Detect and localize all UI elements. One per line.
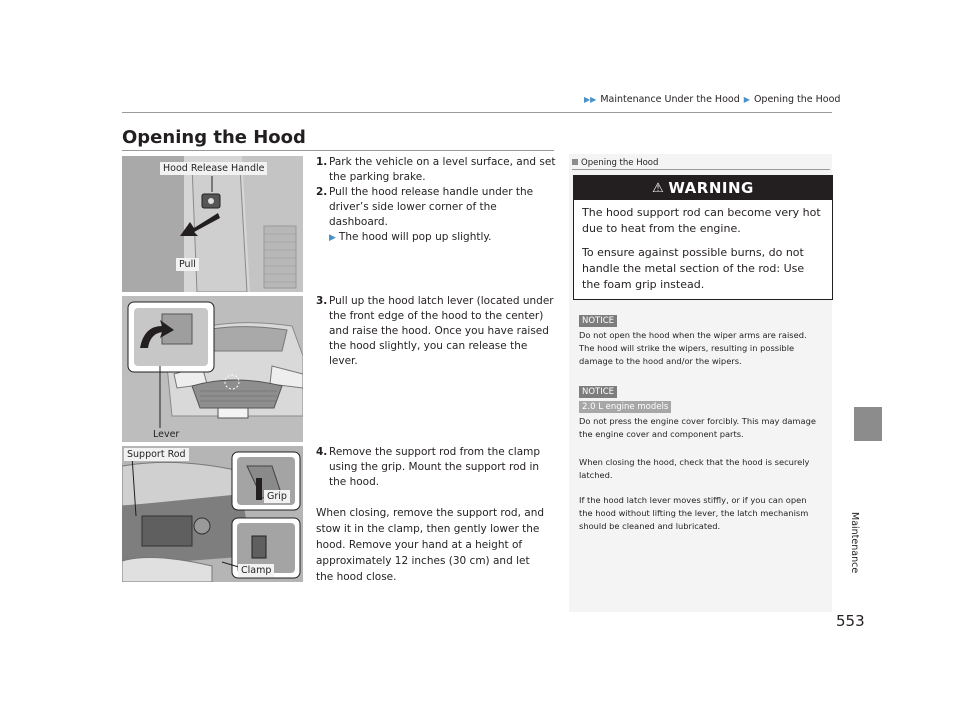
page-title: Opening the Hood bbox=[122, 127, 306, 148]
notice-badge: NOTICE bbox=[579, 386, 617, 398]
page-number: 553 bbox=[836, 612, 865, 630]
step-result-text: The hood will pop up slightly. bbox=[338, 231, 492, 243]
breadcrumb-arrow-icon: ▶▶ bbox=[584, 95, 597, 104]
result-arrow-icon: ▶ bbox=[329, 233, 336, 243]
step-text: Pull up the hood latch lever (located under the front edge of the hood to the center) and raise the hood. Once you have raised the hood slightly, you can release the lever. bbox=[329, 295, 554, 367]
warning-triangle-icon: ⚠ bbox=[652, 180, 665, 196]
support-rod-illustration bbox=[122, 446, 303, 582]
step-text: Park the vehicle on a level surface, and set the parking brake. bbox=[329, 156, 556, 183]
closing-instructions: When closing, remove the support rod, and stow it in the clamp, then gently lower the hood. Remove your hand at a height of approximately 12 inches (30 cm) and let the hood close. bbox=[316, 507, 545, 583]
square-bullet-icon bbox=[572, 159, 578, 165]
step-4 bbox=[316, 445, 548, 490]
figure-label-grip: Grip bbox=[264, 490, 290, 503]
note-lubrication: If the hood latch lever moves stiffly, or if you can open the hood without lifting the lever, the latch mechanism should be cleaned and lubricated. bbox=[579, 495, 809, 531]
note-latch-check: When closing the hood, check that the hood is securely latched. bbox=[579, 457, 810, 480]
step-2-result bbox=[316, 230, 556, 246]
breadcrumb-page[interactable]: Opening the Hood bbox=[753, 94, 841, 105]
step-2 bbox=[316, 185, 556, 230]
sidebar-header bbox=[572, 158, 658, 168]
figure-label-hood-release-handle: Hood Release Handle bbox=[160, 162, 267, 175]
notice-1-text: Do not open the hood when the wiper arms are raised. The hood will strike the wipers, resulting in possible damage to the hood and/or the wipers. bbox=[579, 330, 807, 366]
sidebar-divider bbox=[572, 169, 830, 170]
warning-header bbox=[574, 176, 832, 200]
step-number: 1. bbox=[316, 156, 328, 168]
figure-label-support-rod: Support Rod bbox=[124, 448, 189, 461]
hood-latch-drawing bbox=[122, 296, 303, 442]
step-1 bbox=[316, 155, 556, 185]
steps-4 bbox=[316, 445, 548, 490]
steps-3 bbox=[316, 294, 556, 369]
steps-1-2 bbox=[316, 155, 556, 246]
hood-latch-lever-illustration bbox=[122, 296, 303, 442]
warning-box bbox=[573, 175, 833, 300]
step-number: 4. bbox=[316, 446, 328, 458]
figure-label-lever: Lever bbox=[150, 428, 182, 441]
breadcrumb-section[interactable]: Maintenance Under the Hood bbox=[600, 94, 740, 105]
sidebar-header-text: Opening the Hood bbox=[581, 158, 659, 168]
step-number: 3. bbox=[316, 295, 328, 307]
notice-badge: NOTICE bbox=[579, 315, 617, 327]
support-rod-drawing bbox=[122, 446, 303, 582]
title-divider bbox=[122, 150, 554, 151]
step-text: Remove the support rod from the clamp using the grip. Mount the support rod in the hood. bbox=[329, 446, 541, 488]
warning-line-2: To ensure against possible burns, do not handle the metal section of the rod: Use the foam grip instead. bbox=[582, 246, 805, 291]
warning-body bbox=[574, 200, 832, 293]
step-3 bbox=[316, 294, 556, 369]
hood-release-handle-illustration bbox=[122, 156, 303, 292]
breadcrumb-separator-icon: ▶ bbox=[743, 95, 750, 104]
warning-line-1: The hood support rod can become very hot due to heat from the engine. bbox=[582, 206, 821, 235]
figure-label-clamp: Clamp bbox=[238, 564, 274, 577]
engine-model-badge: 2.0 L engine models bbox=[579, 401, 671, 413]
chapter-tab-label[interactable]: Maintenance bbox=[849, 512, 860, 574]
figure-label-pull: Pull bbox=[176, 258, 199, 271]
breadcrumb bbox=[583, 94, 840, 105]
step-number: 2. bbox=[316, 186, 328, 198]
hood-release-drawing bbox=[122, 156, 303, 292]
chapter-tab-marker[interactable] bbox=[854, 407, 882, 441]
notice-2-text: Do not press the engine cover forcibly. This may damage the engine cover and component parts. bbox=[579, 416, 816, 439]
header-divider bbox=[122, 112, 832, 113]
warning-title: WARNING bbox=[668, 179, 754, 197]
step-text: Pull the hood release handle under the driver’s side lower corner of the dashboard. bbox=[329, 186, 534, 228]
